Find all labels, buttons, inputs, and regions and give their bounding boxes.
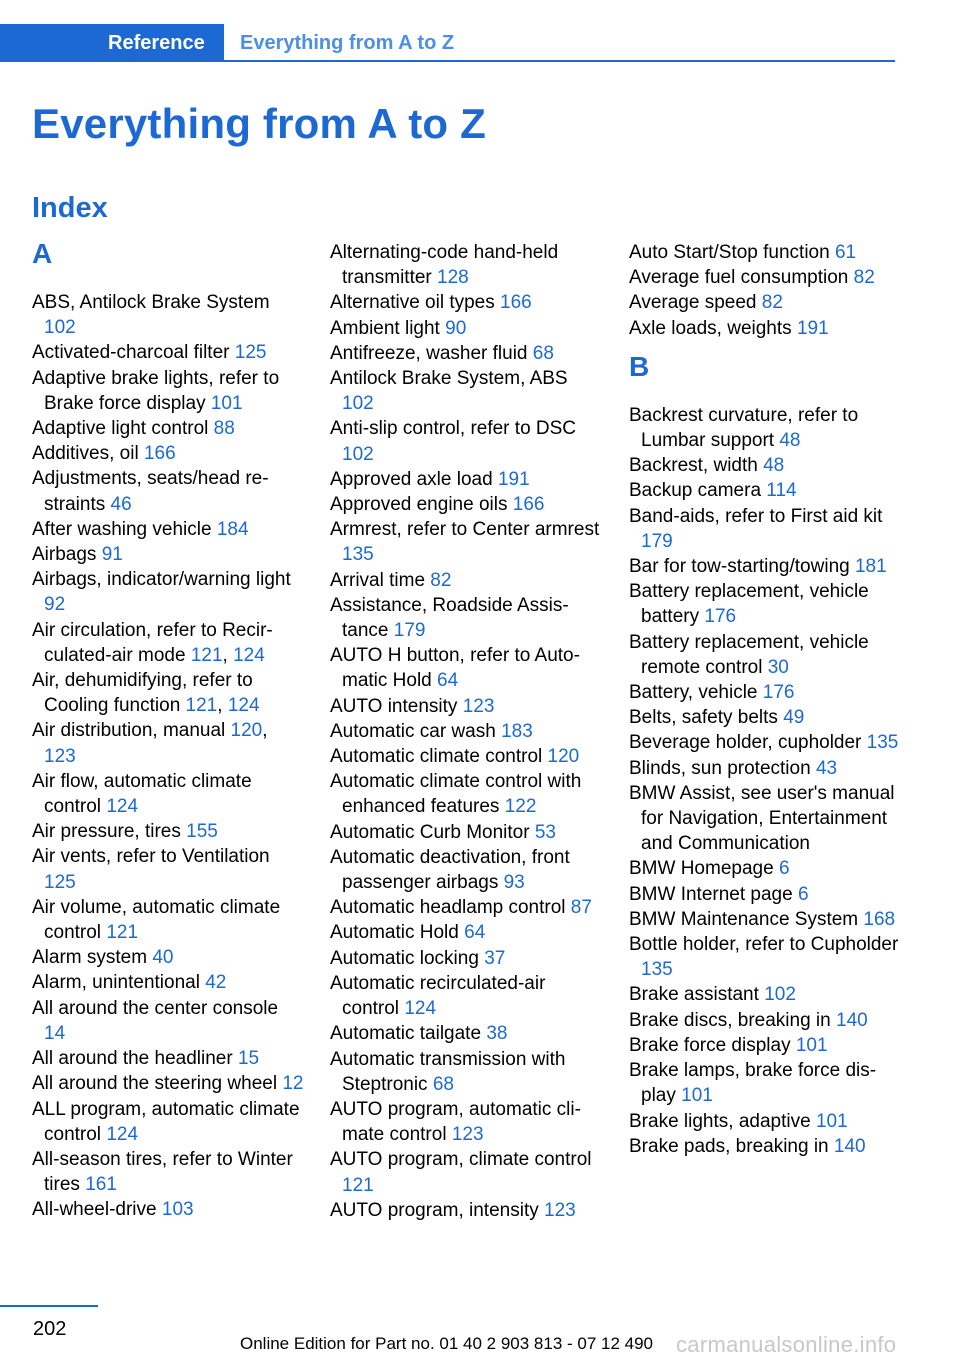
index-entry-text: Air flow, automatic climate control xyxy=(32,770,252,818)
index-entry xyxy=(32,416,304,441)
index-entry xyxy=(32,769,304,819)
edition-note: Online Edition for Part no. 01 40 2 903 813 - 07 12 490 xyxy=(240,1334,654,1353)
index-entry-text: BMW Maintenance System xyxy=(629,908,859,930)
index-entry-text: Battery replacement, vehicle battery xyxy=(629,581,869,628)
index-entry xyxy=(629,680,899,705)
index-entry xyxy=(32,895,304,945)
index-entry xyxy=(32,542,304,567)
page-link[interactable]: 42 xyxy=(205,972,227,994)
page-link[interactable]: 53 xyxy=(534,821,556,843)
index-entry-text: Automatic tailgate xyxy=(330,1023,482,1045)
page-link[interactable]: 120 xyxy=(547,746,580,768)
index-entry xyxy=(629,932,899,982)
index-entry-text: All-wheel-drive xyxy=(32,1199,157,1221)
page-link[interactable]: 90 xyxy=(445,317,467,339)
page-link[interactable]: 40 xyxy=(152,947,174,969)
page-link[interactable]: 87 xyxy=(570,897,592,919)
page-link[interactable]: 101 xyxy=(795,1034,828,1056)
index-entry xyxy=(32,1197,304,1222)
index-entry xyxy=(32,1046,304,1071)
page-link[interactable]: 102 xyxy=(342,393,374,415)
index-entry xyxy=(629,403,899,453)
index-entry-text: AUTO program, climate control xyxy=(330,1149,592,1171)
page-link[interactable]: 168 xyxy=(863,908,896,930)
page-link[interactable]: 191 xyxy=(796,317,829,339)
index-entry-text: Adjustments, seats/head restraints xyxy=(32,468,269,515)
index-entry xyxy=(330,492,602,517)
index-entry xyxy=(32,290,304,340)
index-entry-text: Beverage holder, cupholder xyxy=(629,732,862,754)
page-link[interactable]: 135 xyxy=(342,544,374,566)
page-link[interactable]: 183 xyxy=(501,720,533,742)
page-link[interactable]: 122 xyxy=(504,796,537,818)
page-link[interactable]: 166 xyxy=(500,292,532,314)
index-entry xyxy=(32,844,304,894)
page-link[interactable]: 101 xyxy=(210,392,243,414)
page-link[interactable]: 101 xyxy=(681,1085,713,1107)
index-entry: Air distribution, manual 120, 123 xyxy=(32,720,268,767)
page-link[interactable]: 102 xyxy=(342,443,374,465)
index-title: Index xyxy=(32,192,108,224)
page-link[interactable]: 121 xyxy=(190,644,223,666)
page-link[interactable]: 184 xyxy=(216,518,249,540)
page-link[interactable]: 38 xyxy=(486,1023,508,1045)
page-link[interactable]: 135 xyxy=(866,732,899,754)
index-column-3 xyxy=(629,240,899,1159)
page-link[interactable]: 82 xyxy=(853,267,875,289)
header-subsection[interactable]: Everything from A to Z xyxy=(240,32,455,54)
page-link[interactable]: 48 xyxy=(763,455,785,477)
page-title: Everything from A to Z xyxy=(32,100,486,147)
index-entry-text: Average fuel consumption xyxy=(629,267,849,289)
index-entry-text: Approved axle load xyxy=(330,468,493,490)
index-entry-text: Anti-slip control, refer to DSC xyxy=(330,418,577,440)
page-link[interactable]: 161 xyxy=(85,1174,117,1196)
index-entry-text: BMW Homepage xyxy=(629,858,774,880)
index-entry-text: Air vents, refer to Ventilation xyxy=(32,846,270,868)
index-entry-text: Belts, safety belts xyxy=(629,707,778,729)
page-link[interactable]: 120 xyxy=(230,720,263,742)
page-link[interactable]: 123 xyxy=(44,745,76,767)
index-entry xyxy=(629,907,899,932)
index-entry-text: Alternative oil types xyxy=(330,292,495,314)
index-entry xyxy=(32,819,304,844)
index-entry-text: AUTO intensity xyxy=(330,695,458,717)
index-entry-text: All around the headliner xyxy=(32,1048,233,1070)
index-entry xyxy=(330,920,602,945)
index-entry xyxy=(330,895,602,920)
index-entry xyxy=(32,970,304,995)
page-link[interactable]: 37 xyxy=(484,947,506,969)
index-entry-text: Adaptive light control xyxy=(32,418,209,440)
page-link[interactable]: 6 xyxy=(778,858,790,880)
index-entry-text: Additives, oil xyxy=(32,443,139,465)
index-entry xyxy=(629,453,899,478)
index-entry xyxy=(629,1109,899,1134)
index-entry xyxy=(629,290,899,315)
index-entry xyxy=(629,630,899,680)
page-link[interactable]: 6 xyxy=(797,883,809,905)
page-link[interactable]: 179 xyxy=(393,620,426,642)
index-entry-text: Backrest curvature, refer to Lumbar support xyxy=(629,404,859,452)
index-entry-text: Brake pads, breaking in xyxy=(629,1135,829,1157)
index-entry xyxy=(330,719,602,744)
index-entry xyxy=(32,517,304,542)
page-link[interactable]: 125 xyxy=(44,871,76,893)
index-entry-text: BMW Internet page xyxy=(629,883,793,905)
page-link[interactable]: 124 xyxy=(233,644,265,666)
index-entry-text: Arrival time xyxy=(330,569,426,591)
index-entry-text: Blinds, sun protection xyxy=(629,757,811,779)
page-link[interactable]: 48 xyxy=(779,430,801,452)
index-entry xyxy=(330,593,602,643)
index-entry xyxy=(32,996,304,1046)
index-entry-text: AUTO program, automatic climate control xyxy=(330,1098,581,1146)
index-entry xyxy=(32,567,304,617)
index-entry xyxy=(330,845,602,895)
index-entry xyxy=(330,517,602,567)
page-link[interactable]: 43 xyxy=(815,757,838,779)
index-entry xyxy=(629,478,899,503)
index-entry: Air, dehumidifying, refer to Cooling function 121, 124 xyxy=(32,670,260,717)
index-entry-text: ABS, Antilock Brake System xyxy=(32,292,270,313)
index-column-1 xyxy=(32,240,304,1223)
index-entry-text: Alarm, unintentional xyxy=(32,972,200,994)
index-entry-text: AUTO program, intensity xyxy=(330,1199,539,1221)
page-link[interactable]: 102 xyxy=(44,317,76,339)
page-link[interactable]: 121 xyxy=(342,1174,374,1196)
index-entry-text: Antilock Brake System, ABS xyxy=(330,368,568,390)
index-entry xyxy=(330,1021,602,1046)
index-entry-text: Brake assistant xyxy=(629,984,759,1006)
index-entry xyxy=(629,730,899,755)
index-entry xyxy=(330,316,602,341)
index-entry xyxy=(330,1147,602,1197)
page-link[interactable]: 46 xyxy=(110,493,132,515)
page-link[interactable]: 191 xyxy=(497,468,530,490)
index-entry-text: Airbags, indicator/warning light xyxy=(32,569,291,591)
index-entry-text: Automatic headlamp control xyxy=(330,897,566,919)
index-entry xyxy=(330,820,602,845)
page-link[interactable]: 121 xyxy=(185,695,218,717)
page-number: 202 xyxy=(33,1318,67,1340)
index-entry-text: Axle loads, weights xyxy=(629,317,792,339)
page-link[interactable]: 82 xyxy=(430,569,452,591)
page-link[interactable]: 30 xyxy=(767,656,789,678)
index-entry-text: Air pressure, tires xyxy=(32,821,181,843)
index-entry-text: Band-aids, refer to First aid kit xyxy=(629,505,883,527)
footer-rule xyxy=(0,1305,98,1307)
index-entry xyxy=(629,1134,899,1159)
page-link[interactable]: 176 xyxy=(704,606,737,628)
index-entry xyxy=(32,1071,304,1096)
page-link[interactable]: 155 xyxy=(186,821,218,843)
index-entry-text: Automatic Hold xyxy=(330,922,459,944)
index-entry xyxy=(629,240,899,265)
index-entry-text: Alarm system xyxy=(32,947,148,969)
index-entry xyxy=(629,316,899,341)
page-link[interactable]: 176 xyxy=(762,682,795,704)
watermark: carmanualsonline.info xyxy=(676,1332,897,1357)
index-entry xyxy=(330,1097,602,1147)
page-link[interactable]: 92 xyxy=(44,594,66,616)
index-entry-text: Airbags xyxy=(32,544,97,566)
index-entry xyxy=(629,554,899,579)
page-link[interactable]: 61 xyxy=(834,242,857,263)
index-entry-text: Adaptive brake lights, refer to Brake force display xyxy=(32,367,280,414)
page-link[interactable]: 64 xyxy=(464,922,486,944)
page-link[interactable]: 93 xyxy=(503,872,525,894)
index-entry xyxy=(330,416,602,466)
page-link[interactable]: 124 xyxy=(227,695,260,717)
page-link[interactable]: 12 xyxy=(282,1073,304,1095)
index-entry-text: Brake lamps, brake force display xyxy=(629,1060,877,1107)
index-entry-text: Air distribution, manual xyxy=(32,720,226,742)
index-entry-text: All around the steering wheel xyxy=(32,1073,278,1095)
index-entry xyxy=(629,579,899,629)
page-link[interactable]: 181 xyxy=(854,556,887,578)
index-entry xyxy=(330,240,602,290)
index-entry-text: All-season tires, refer to Winter tires xyxy=(32,1148,293,1196)
page-link[interactable]: 68 xyxy=(432,1073,454,1095)
index-entry: Air circulation, refer to Recirculated-air mode 121, 124 xyxy=(32,619,273,666)
page-link[interactable]: 68 xyxy=(532,342,554,364)
index-entry-text: ALL program, automatic climate control xyxy=(32,1098,300,1145)
index-entry xyxy=(629,856,899,881)
index-entry xyxy=(629,781,899,857)
index-entry xyxy=(32,340,304,365)
index-entry xyxy=(330,467,602,492)
index-entry-text: Backrest, width xyxy=(629,455,758,477)
index-entry-text: Automatic Curb Monitor xyxy=(330,821,530,843)
page-link[interactable]: 82 xyxy=(761,292,783,314)
page-link[interactable]: 166 xyxy=(143,443,176,465)
index-entry xyxy=(629,265,899,290)
page-link[interactable]: 123 xyxy=(451,1124,484,1146)
index-entry xyxy=(32,466,304,516)
index-entry xyxy=(330,1047,602,1097)
page-link[interactable]: 91 xyxy=(101,544,123,566)
index-entry xyxy=(629,756,899,781)
page-link[interactable]: 123 xyxy=(544,1199,576,1221)
page-link[interactable]: 123 xyxy=(462,695,495,717)
index-entry-text: BMW Assist, see user's manual for Navigation, Entertainment and Communication xyxy=(629,782,895,855)
index-entry-text: Air volume, automatic climate control xyxy=(32,896,281,944)
index-entry-text: Bar for tow-starting/towing xyxy=(629,556,850,578)
index-entry-text: Alternating-code hand-held transmitter xyxy=(330,242,559,289)
index-entry xyxy=(629,705,899,730)
index-entry-text: Battery, vehicle xyxy=(629,682,758,704)
index-entry xyxy=(629,1033,899,1058)
index-entry-text: Assistance, Roadside Assistance xyxy=(330,594,569,642)
index-entry-text: Automatic recirculated-air control xyxy=(330,972,546,1020)
page-link[interactable]: 114 xyxy=(766,480,797,502)
index-entry xyxy=(330,971,602,1021)
page-link[interactable]: 124 xyxy=(404,998,437,1020)
index-entry-text: Brake lights, adaptive xyxy=(629,1110,811,1132)
page-link[interactable]: 121 xyxy=(106,922,139,944)
index-entry-text: Approved engine oils xyxy=(330,494,508,516)
index-entry xyxy=(330,341,602,366)
index-entry xyxy=(629,882,899,907)
index-entry-text: Automatic transmission with Steptronic xyxy=(330,1048,566,1095)
page-link[interactable]: 49 xyxy=(783,707,805,729)
index-entry-text: Antifreeze, washer fluid xyxy=(330,342,528,364)
index-entry-text: AUTO H button, refer to Automatic Hold xyxy=(330,645,580,692)
page-link[interactable]: 135 xyxy=(641,959,673,981)
index-entry xyxy=(330,744,602,769)
index-entry xyxy=(32,1097,304,1147)
index-entry xyxy=(629,504,899,554)
index-entry-text: Battery replacement, vehicle remote control xyxy=(629,631,869,678)
index-entry-text: Backup camera xyxy=(629,480,762,502)
index-entry-text: Brake force display xyxy=(629,1034,791,1056)
page-link[interactable]: 128 xyxy=(437,267,469,289)
header-rule xyxy=(224,60,895,62)
index-entry xyxy=(32,441,304,466)
index-entry xyxy=(629,1008,899,1033)
page-link[interactable]: 140 xyxy=(833,1135,866,1157)
header-section-reference[interactable]: Reference xyxy=(108,32,205,54)
page-link[interactable]: 64 xyxy=(437,670,459,692)
index-entry xyxy=(629,982,899,1007)
page-link[interactable]: 166 xyxy=(512,494,545,516)
page-link[interactable]: 14 xyxy=(44,1022,66,1044)
index-entry-text: Air, dehumidifying, refer to Cooling function xyxy=(32,670,253,717)
index-entry-text: Auto Start/Stop function xyxy=(629,242,830,263)
page-link[interactable]: 88 xyxy=(213,418,235,440)
index-entry-text: Automatic climate control with enhanced features xyxy=(330,771,582,818)
page-link[interactable]: 103 xyxy=(161,1199,194,1221)
index-entry xyxy=(330,694,602,719)
index-letter-heading: A xyxy=(32,238,53,269)
page-link[interactable]: 124 xyxy=(106,796,139,818)
index-entry xyxy=(330,643,602,693)
index-entry-text: Average speed xyxy=(629,292,757,314)
page-link[interactable]: 140 xyxy=(836,1009,868,1031)
page-link[interactable]: 179 xyxy=(641,530,673,552)
index-entry xyxy=(330,366,602,416)
index-entry-text: Ambient light xyxy=(330,317,440,339)
page-link[interactable]: 125 xyxy=(234,342,267,364)
index-entry xyxy=(330,1198,602,1223)
index-entry-text: Automatic car wash xyxy=(330,720,496,742)
index-entry xyxy=(629,1058,899,1108)
index-column-2 xyxy=(330,240,602,1223)
index-entry xyxy=(330,568,602,593)
index-entry xyxy=(330,290,602,315)
page-link[interactable]: 124 xyxy=(106,1123,139,1145)
index-entry-text: Automatic climate control xyxy=(330,746,543,768)
index-entry-text: Brake discs, breaking in xyxy=(629,1009,831,1031)
index-entry-text: All around the center console xyxy=(32,997,279,1019)
index-letter-heading: B xyxy=(629,350,650,382)
index-entry-text: After washing vehicle xyxy=(32,518,212,540)
index-entry xyxy=(330,769,602,819)
page-link[interactable]: 102 xyxy=(764,984,796,1006)
index-entry-text: Automatic locking xyxy=(330,947,479,969)
index-entry-text: Activated-charcoal filter xyxy=(32,342,230,364)
index-entry-text: Automatic deactivation, front passenger airbags xyxy=(330,846,570,894)
index-entry xyxy=(32,945,304,970)
index-entry-text: Air circulation, refer to Recirculated-air mode xyxy=(32,619,273,666)
index-entry xyxy=(330,946,602,971)
page-link[interactable]: 101 xyxy=(815,1110,848,1132)
index-entry xyxy=(32,1147,304,1197)
index-entry xyxy=(32,366,304,416)
index-entry-text: Armrest, refer to Center armrest xyxy=(330,519,600,541)
index-entry-text: Bottle holder, refer to Cupholder xyxy=(629,934,899,956)
page-link[interactable]: 15 xyxy=(237,1048,260,1070)
